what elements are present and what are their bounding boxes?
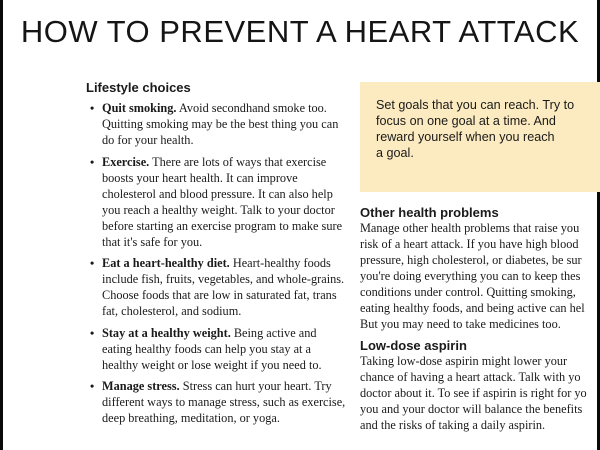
aspirin-heading: Low-dose aspirin xyxy=(360,338,467,353)
text-line: pressure, high cholesterol, or diabetes, be sur xyxy=(360,253,582,267)
item-text: Being active and eating healthy foods can help you stay at a healthy weight or lose weight if you need to. xyxy=(102,325,322,372)
text-line: risk of a heart attack. If you have high blood xyxy=(360,237,579,251)
text-line: and the risks of taking a daily aspirin. xyxy=(360,418,546,432)
text-line: But you may need to take medicines too. xyxy=(360,317,561,331)
item-lead: Manage stress. xyxy=(102,379,180,393)
goal-line: focus on one goal at a time. And xyxy=(376,114,556,128)
item-text: Heart-healthy foods include fish, fruits, vegetables, and whole-grains. Choose foods that are low in saturated fat, trans fat, cholesterol, and sodium. xyxy=(102,256,345,318)
lifestyle-list xyxy=(86,100,348,426)
right-column xyxy=(360,205,600,433)
text-line: Taking low-dose aspirin might lower your xyxy=(360,354,568,368)
other-problems-heading: Other health problems xyxy=(360,205,499,220)
text-line: you're doing everything you can to keep thes xyxy=(360,269,581,283)
bullet-dot: • xyxy=(90,101,95,115)
goal-line: Set goals that you can reach. Try to xyxy=(376,98,575,112)
bullet-dot: • xyxy=(90,379,95,393)
bullet-dot: • xyxy=(90,154,95,169)
text-line: doctor about it. To see if aspirin is right for yo xyxy=(360,386,587,400)
item-lead: Stay at a healthy weight. xyxy=(102,325,231,340)
goal-callout-box xyxy=(360,82,600,192)
lifestyle-heading: Lifestyle choices xyxy=(86,80,191,95)
text-line: conditions under control. Quitting smoking, xyxy=(360,285,576,299)
list-item xyxy=(86,154,348,250)
item-lead: Eat a heart-healthy diet. xyxy=(102,256,230,270)
list-item xyxy=(86,378,348,426)
text-line: Manage other health problems that raise you xyxy=(360,221,580,235)
item-text: Stress can hurt your heart. Try different ways to manage stress, such as exercise, deep breathing, meditation, or yoga. xyxy=(102,379,346,425)
text-line: chance of having a heart attack. Talk with yo xyxy=(360,370,581,384)
lifestyle-section xyxy=(86,80,348,432)
list-item xyxy=(86,325,348,373)
item-text: Avoid secondhand smoke too. Quitting smoking may be the best thing you can do for your health. xyxy=(102,101,339,147)
page-title: HOW TO PREVENT A HEART ATTACK xyxy=(20,14,580,49)
list-item xyxy=(86,100,348,148)
goal-line: reward yourself when you reach xyxy=(376,130,555,144)
bullet-dot: • xyxy=(90,256,95,270)
item-text: There are lots of ways that exercise boosts your heart health. It can improve cholesterol and blood pressure. It can also help you reach a healthy weight. Talk to your doctor before starting an exercise program to make sure that it's safe for you. xyxy=(102,154,343,249)
list-item xyxy=(86,255,348,319)
item-lead: Exercise. xyxy=(102,154,150,169)
item-lead: Quit smoking. xyxy=(102,101,177,115)
text-line: you and your doctor will balance the benefits xyxy=(360,402,583,416)
left-edge-strip xyxy=(0,0,3,450)
goal-line: a goal. xyxy=(376,146,414,160)
text-line: eating healthy foods, and being active can hel xyxy=(360,301,585,315)
bullet-dot: • xyxy=(90,325,95,340)
